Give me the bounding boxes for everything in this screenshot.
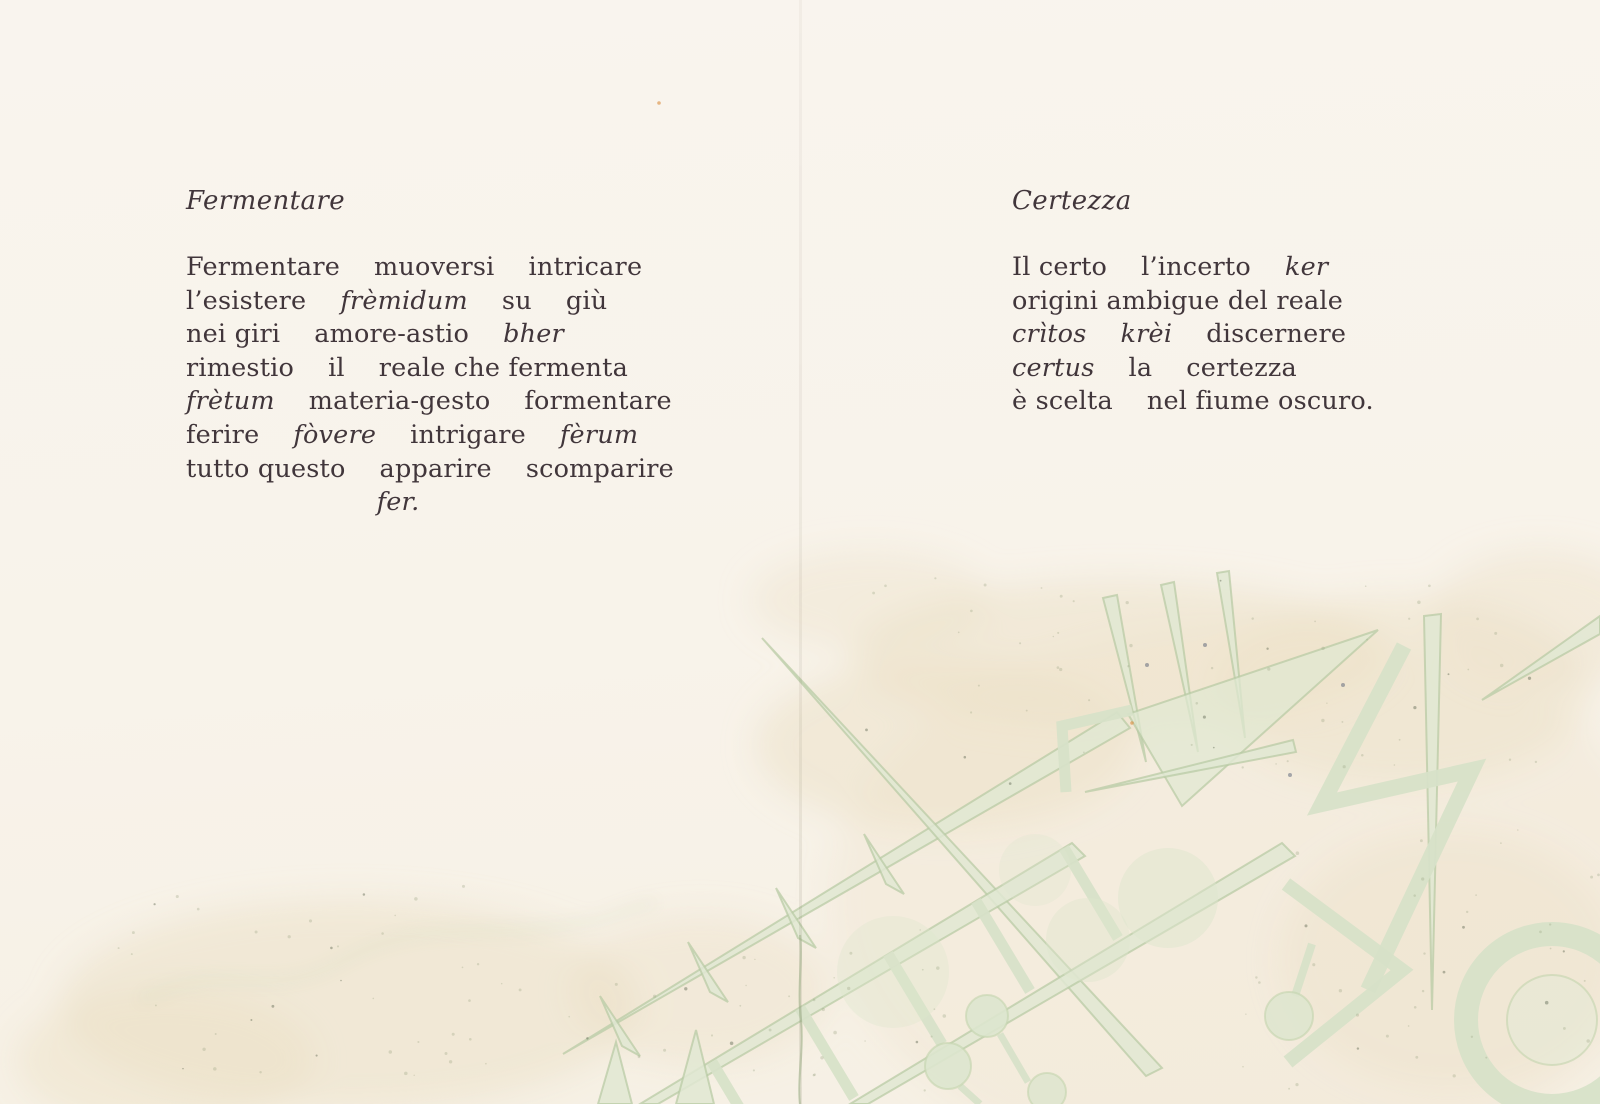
poem-word: apparire [379, 453, 492, 484]
poem-line [186, 352, 628, 386]
poem-line [186, 385, 672, 419]
left-page [186, 184, 674, 520]
poem-line [186, 486, 610, 520]
poem-word: materia-gesto [308, 386, 491, 417]
art-ring-center [1507, 975, 1597, 1065]
art-faint-circle [999, 834, 1071, 906]
poem-title: Certezza [1012, 186, 1132, 216]
page-fold [799, 0, 802, 1104]
poem-line [1012, 285, 1352, 319]
poem-word: muoversi [374, 252, 495, 282]
art-faint-circle [1046, 898, 1130, 982]
art-rung [800, 1008, 854, 1098]
poem-word: certezza [1186, 352, 1297, 383]
poem-body [1012, 251, 1374, 419]
poem-word: frèmidum [340, 285, 468, 316]
poem-word: nei giri [186, 319, 281, 350]
poem-word: crìtos [1012, 319, 1087, 350]
poem-word: ker [1284, 252, 1329, 282]
poem-word: tutto questo [186, 453, 346, 484]
poem-line [1012, 318, 1352, 352]
poem-line [186, 453, 674, 487]
poem-word: è scelta [1012, 386, 1113, 417]
art-pin-head [925, 1043, 971, 1089]
poem-word: Il certo [1012, 252, 1108, 282]
poem-word: nel fiume oscuro. [1146, 386, 1374, 417]
poem-word: la [1128, 352, 1153, 383]
poem-line [186, 419, 639, 453]
poem-line [186, 318, 610, 352]
poem-word: discernere [1206, 319, 1347, 350]
poem-word: krèi [1120, 319, 1173, 350]
poem-line [1012, 352, 1352, 386]
right-page [1012, 184, 1374, 419]
poem-word: giù [565, 285, 608, 316]
poem-line [186, 251, 643, 285]
poem-word: il [328, 352, 345, 383]
poem-word: Fermentare [186, 252, 341, 282]
poem-word: fòvere [293, 419, 377, 450]
poem-line [1012, 251, 1352, 285]
poem-word: fer. [376, 487, 420, 518]
poem-word: l’incerto [1141, 252, 1251, 282]
art-pin-head [966, 995, 1008, 1037]
art-rung [712, 1062, 766, 1104]
poem-word: frètum [186, 386, 275, 417]
poem-word: intrigare [410, 419, 526, 450]
poem-word: origini ambigue del reale [1012, 285, 1344, 316]
poem-word: l’esistere [186, 285, 307, 316]
poem-word: certus [1012, 352, 1095, 383]
poem-word: intricare [528, 252, 643, 282]
poem-word: rimestio [186, 352, 295, 383]
poem-word: formentare [524, 386, 672, 417]
art-pin-head [1265, 992, 1313, 1040]
poem-word: su [501, 285, 532, 316]
poem-line [1012, 385, 1374, 419]
poem-body [186, 251, 674, 520]
poem-line [186, 285, 610, 319]
art-faint-circle [1118, 848, 1218, 948]
poem-title: Fermentare [186, 186, 345, 216]
poem-word: fèrum [559, 419, 639, 450]
poem-word: amore-astio [314, 319, 470, 350]
poem-word: reale che fermenta [378, 352, 628, 383]
poem-word: bher [503, 319, 564, 350]
art-pin-head [1028, 1073, 1066, 1104]
poem-word: ferire [186, 419, 260, 450]
poem-word: scomparire [525, 453, 674, 484]
art-faint-circle [837, 916, 949, 1028]
